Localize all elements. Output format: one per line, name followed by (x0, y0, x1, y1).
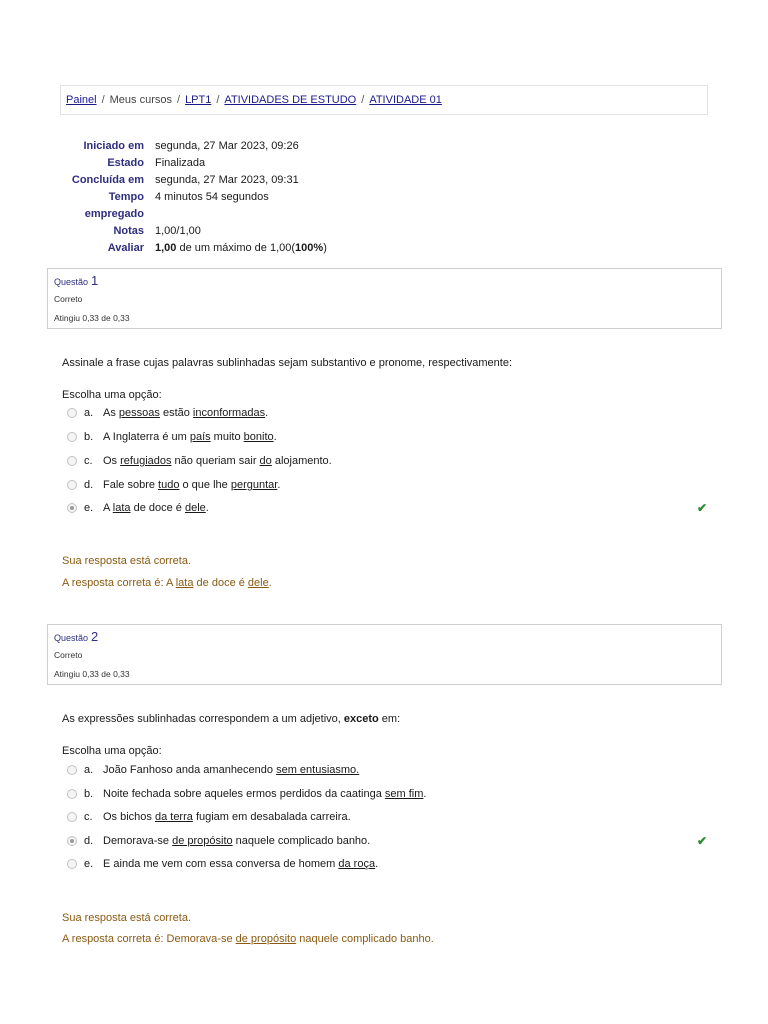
question-grade: Atingiu 0,33 de 0,33 (54, 669, 130, 679)
q1-option-b[interactable]: b. A Inglaterra é um país muito bonito. (67, 428, 707, 446)
q1-option-a[interactable]: a. As pessoas estão inconformadas. (67, 404, 707, 422)
radio-button-selected[interactable] (67, 503, 77, 513)
q2-option-a[interactable]: a. João Fanhoso anda amanhecendo sem entusiasmo. (67, 761, 707, 779)
breadcrumb-meus-cursos: Meus cursos (109, 94, 172, 106)
radio-button[interactable] (67, 408, 77, 418)
breadcrumb-lpt1[interactable]: LPT1 (185, 94, 212, 106)
q2-option-c[interactable]: c. Os bichos da terra fugiam em desabalada carreira. (67, 808, 707, 826)
question-2-info (47, 624, 722, 685)
question-2-text: As expressões sublinhadas correspondem a um adjetivo, exceto em: (62, 713, 401, 725)
radio-button[interactable] (67, 456, 77, 466)
question-1-right-answer: A resposta correta é: A lata de doce é dele. (62, 577, 272, 589)
question-1-prompt: Escolha uma opção: (62, 389, 162, 401)
breadcrumb-painel[interactable]: Painel (66, 94, 97, 106)
question-1-info (47, 268, 722, 329)
q2-option-e[interactable]: e. E ainda me vem com essa conversa de homem da roça. (67, 855, 707, 873)
q1-option-d[interactable]: d. Fale sobre tudo o que lhe perguntar. (67, 476, 707, 494)
question-1-text: Assinale a frase cujas palavras sublinhadas sejam substantivo e pronome, respectivamente: (62, 357, 513, 369)
correct-check-icon: ✔ (696, 834, 707, 848)
summary-row-time: Tempo empregado 4 minutos 54 segundos (84, 191, 269, 220)
q1-option-c[interactable]: c. Os refugiados não queriam sair do alojamento. (67, 452, 707, 470)
question-state: Correto (54, 650, 83, 660)
summary-row-started: Iniciado em segunda, 27 Mar 2023, 09:26 (83, 140, 299, 152)
radio-button-selected[interactable] (67, 836, 77, 846)
breadcrumb: Painel / Meus cursos / LPT1 / ATIVIDADES DE ESTUDO / ATIVIDADE 01 (60, 85, 708, 115)
summary-row-completed: Concluída em segunda, 27 Mar 2023, 09:31 (71, 174, 299, 186)
breadcrumb-atividade-01[interactable]: ATIVIDADE 01 (369, 94, 442, 106)
question-number: Questão 2 (54, 629, 99, 644)
summary-row-marks: Notas 1,00/1,00 (113, 225, 201, 237)
correct-check-icon: ✔ (696, 501, 707, 515)
radio-button[interactable] (67, 432, 77, 442)
question-grade: Atingiu 0,33 de 0,33 (54, 313, 130, 323)
question-state: Correto (54, 294, 83, 304)
question-2-right-answer: A resposta correta é: Demorava-se de propósito naquele complicado banho. (62, 933, 434, 945)
radio-button[interactable] (67, 859, 77, 869)
radio-button[interactable] (67, 480, 77, 490)
question-2-feedback: Sua resposta está correta. (62, 912, 192, 924)
q2-option-d[interactable]: d. Demorava-se de propósito naquele complicado banho. ✔ (67, 832, 707, 850)
question-1-feedback: Sua resposta está correta. (62, 555, 192, 567)
question-2-prompt: Escolha uma opção: (62, 745, 162, 757)
summary-row-state: Estado Finalizada (107, 157, 206, 169)
attempt-summary (60, 138, 460, 257)
q2-option-b[interactable]: b. Noite fechada sobre aqueles ermos perdidos da caatinga sem fim. (67, 785, 707, 803)
radio-button[interactable] (67, 812, 77, 822)
q1-option-e[interactable]: e. A lata de doce é dele. ✔ (67, 499, 707, 517)
breadcrumb-atividades[interactable]: ATIVIDADES DE ESTUDO (224, 94, 357, 106)
summary-row-grade: Avaliar 1,00 de um máximo de 1,00(100%) (107, 242, 327, 254)
radio-button[interactable] (67, 789, 77, 799)
radio-button[interactable] (67, 765, 77, 775)
question-number: Questão 1 (54, 273, 99, 288)
